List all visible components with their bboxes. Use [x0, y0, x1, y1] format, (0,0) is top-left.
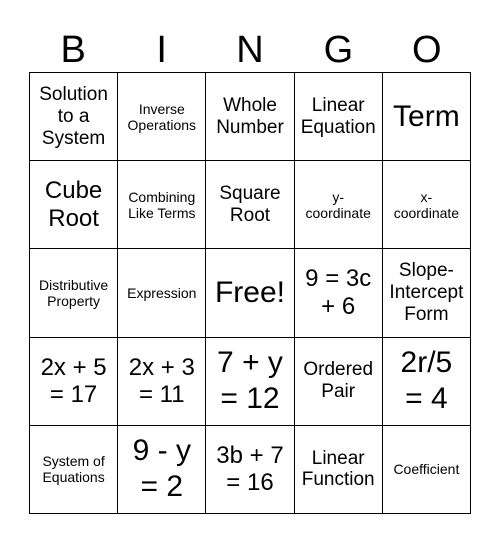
bingo-cell	[118, 161, 206, 249]
bingo-cell	[206, 161, 294, 249]
bingo-cell	[295, 426, 383, 514]
header-letter-i: I	[156, 29, 167, 71]
cell-text: 2r/5 = 4	[400, 346, 453, 416]
header-letter-g: G	[323, 29, 354, 71]
cell-text: Combining Like Terms	[128, 188, 196, 221]
bingo-cell	[30, 249, 118, 337]
header-letter-b: B	[60, 29, 86, 71]
bingo-cell	[206, 426, 294, 514]
bingo-cell	[295, 161, 383, 249]
free-space-cell	[206, 249, 294, 337]
cell-text: 7 + y = 12	[217, 346, 283, 416]
cell-text: Slope- Intercept Form	[389, 260, 464, 325]
bingo-cell	[118, 426, 206, 514]
cell-text: 2x + 3 = 11	[128, 353, 195, 409]
cell-text: Linear Equation	[300, 94, 376, 138]
bingo-board	[29, 72, 471, 514]
header-letter-o: O	[412, 29, 442, 71]
cell-text: 9 = 3c + 6	[305, 265, 372, 320]
cell-text: Expression	[127, 284, 197, 301]
bingo-cell	[383, 338, 471, 426]
cell-text: 3b + 7 = 16	[216, 441, 284, 497]
bingo-cell	[295, 338, 383, 426]
cell-text: x- coordinate	[393, 188, 460, 221]
bingo-cell	[206, 73, 294, 161]
cell-text: Distributive Property	[38, 276, 109, 309]
bingo-cell	[383, 426, 471, 514]
bingo-cell	[118, 338, 206, 426]
bingo-cell	[383, 161, 471, 249]
bingo-cell	[295, 249, 383, 337]
cell-text: Ordered Pair	[303, 359, 374, 403]
bingo-header	[29, 28, 471, 72]
bingo-cell	[30, 73, 118, 161]
bingo-cell	[383, 249, 471, 337]
bingo-cell	[383, 73, 471, 161]
bingo-cell	[295, 73, 383, 161]
header-letter-n: N	[236, 29, 264, 71]
bingo-cell	[30, 161, 118, 249]
cell-text: Coefficient	[393, 461, 460, 478]
cell-text: y- coordinate	[305, 188, 371, 221]
cell-text: Whole Number	[216, 94, 284, 138]
bingo-cell	[118, 249, 206, 337]
bingo-cell	[118, 73, 206, 161]
bingo-cell	[30, 338, 118, 426]
bingo-cell	[30, 426, 118, 514]
cell-text: Cube Root	[44, 177, 103, 232]
cell-text: 2x + 5 = 17	[40, 353, 107, 409]
cell-text: Inverse Operations	[127, 100, 197, 133]
cell-text: Solution to a System	[39, 83, 108, 149]
bingo-cell	[206, 338, 294, 426]
cell-text: Square Root	[219, 182, 281, 226]
free-space-text: Free!	[214, 275, 285, 309]
cell-text: Linear Function	[301, 447, 375, 491]
cell-text: System of Equations	[42, 453, 105, 486]
cell-text: 9 - y = 2	[132, 434, 191, 504]
cell-text: Term	[393, 99, 460, 133]
